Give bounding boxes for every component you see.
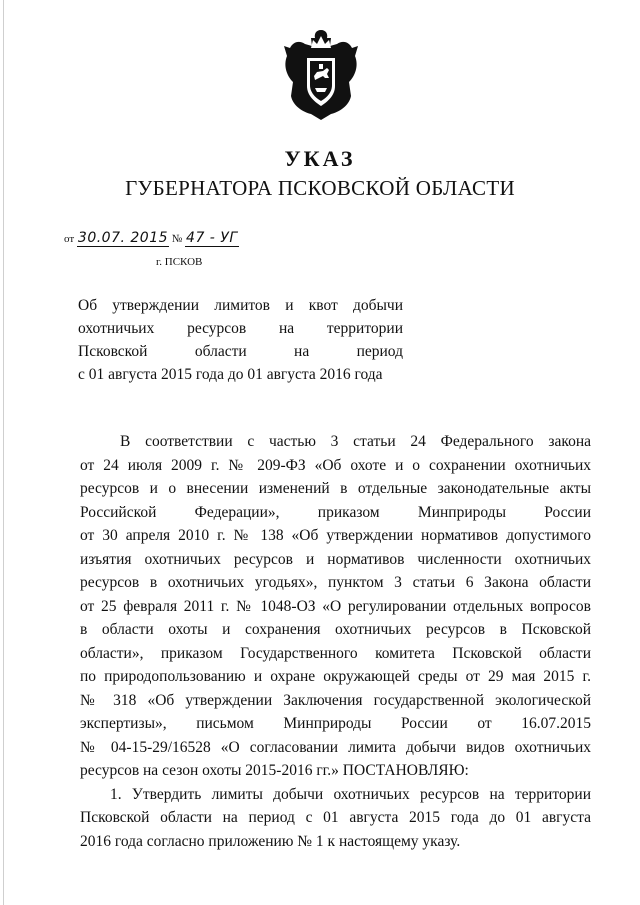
item-line: Псковской области на период с 01 августа 2015 года до 01 августа xyxy=(80,809,591,826)
body-line: экспертизы», письмом Минприроды России от 16.07.2015 xyxy=(80,715,591,732)
subject-line: с 01 августа 2015 года до 01 августа 2016 года xyxy=(78,366,383,383)
body-line: № 318 «Об утверждении Заключения государственной экологической xyxy=(80,691,591,709)
subject-line: охотничьих ресурсов на территории xyxy=(78,320,403,337)
body-line: ресурсов и о внесении изменений в отдельные законодательные акты xyxy=(80,480,591,497)
from-label: от xyxy=(64,233,75,245)
body-line: Российской Федерации», приказом Минприроды России xyxy=(80,503,591,521)
handwritten-number: 47 - УГ xyxy=(186,230,238,246)
pskov-coat-of-arms-icon xyxy=(281,26,361,122)
body-line: от 25 февраля 2011 г. № 1048-ОЗ «О регулировании отдельных вопросов xyxy=(80,597,591,615)
handwritten-date: 30.07. 2015 xyxy=(77,230,169,246)
document-title: УКАЗ xyxy=(284,146,356,171)
scan-edge xyxy=(3,0,4,905)
body-line: изъятия охотничьих ресурсов и нормативов численности охотничьих xyxy=(80,550,591,568)
body-line: по природопользованию и охране окружающей среды от 29 мая 2015 г. xyxy=(80,668,591,685)
subject-line: Об утверждении лимитов и квот добычи xyxy=(78,297,403,314)
document-subject xyxy=(78,294,403,386)
item-line: 1. Утвердить лимиты добычи охотничьих ресурсов на территории xyxy=(110,785,591,803)
date-number-line xyxy=(64,230,239,246)
body-line: В соответствии с частью 3 статьи 24 Федерального закона xyxy=(120,433,591,450)
item-line: 2016 года согласно приложению № 1 к настоящему указу. xyxy=(80,832,461,850)
subject-line: Псковской области на период xyxy=(78,343,403,360)
city-label: г. ПСКОВ xyxy=(156,256,203,268)
number-label: № xyxy=(171,233,183,245)
body-line: в области охоты и сохранения охотничьих ресурсов в Псковской xyxy=(80,621,591,638)
body-line: от 24 июля 2009 г. № 209-ФЗ «Об охоте и о сохранении охотничьих xyxy=(80,456,591,474)
body-line: области», приказом Государственного комитета Псковской области xyxy=(80,644,591,662)
body-line: от 30 апреля 2010 г. № 138 «Об утверждении нормативов допустимого xyxy=(80,527,591,544)
document-issuer: ГУБЕРНАТОРА ПСКОВСКОЙ ОБЛАСТИ xyxy=(125,176,515,200)
document-body xyxy=(80,430,591,853)
body-line: ресурсов в охотничьих угодьях», пунктом 3 статьи 6 Закона области xyxy=(80,574,591,591)
body-line: № 04-15-29/16528 «О согласовании лимита добычи видов охотничьих xyxy=(80,738,591,756)
body-line: ресурсов на сезон охоты 2015-2016 гг.» ПОСТАНОВЛЯЮ: xyxy=(80,762,469,779)
